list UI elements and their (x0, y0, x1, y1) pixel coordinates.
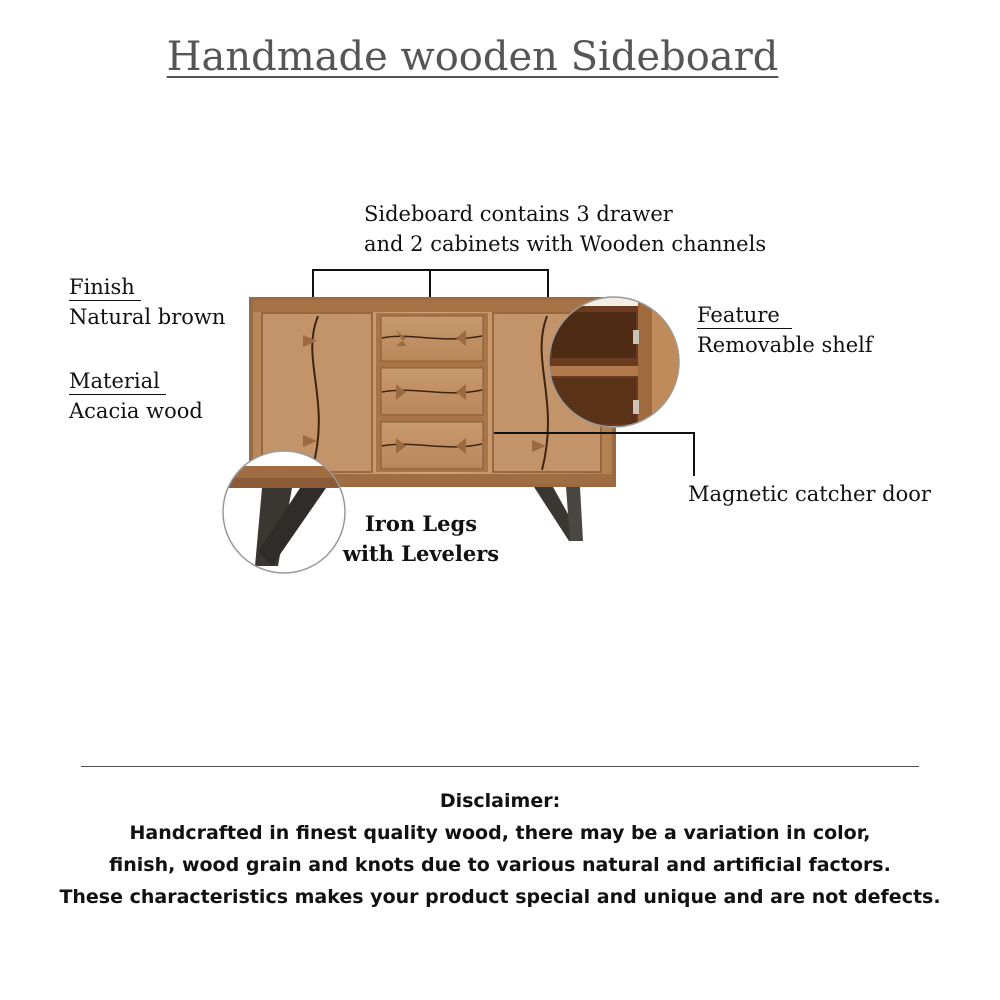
disclaimer-line-2: finish, wood grain and knots due to various natural and artificial factors. (109, 854, 891, 876)
legs-line-1: Iron Legs (364, 511, 478, 536)
divider (81, 766, 919, 767)
disclaimer-heading: Disclaimer: (439, 790, 561, 812)
finish-callout (69, 272, 225, 332)
legs-line-2: with Levelers (342, 541, 500, 566)
feature-value: Removable shelf (697, 333, 873, 357)
contents-line-1: Sideboard contains 3 drawer (364, 202, 673, 226)
page-title: Handmade wooden Sideboard (166, 34, 779, 80)
iron-legs-detail (222, 450, 346, 574)
material-heading: Material (69, 368, 166, 395)
contents-callout (364, 199, 766, 259)
disclaimer-line-1: Handcrafted in finest quality wood, there may be a variation in color, (129, 822, 871, 844)
feature-callout (697, 300, 873, 360)
finish-value: Natural brown (69, 305, 226, 329)
contents-line-2: and 2 cabinets with Wooden channels (364, 232, 767, 256)
material-callout (69, 366, 203, 426)
finish-heading: Finish (69, 274, 141, 301)
disclaimer-line-3: These characteristics makes your product special and unique and are not defects. (59, 886, 941, 908)
magnetic-catcher-label: Magnetic catcher door (688, 482, 931, 506)
iron-legs-callout (340, 509, 502, 569)
material-value: Acacia wood (69, 399, 203, 423)
feature-heading: Feature (697, 302, 792, 329)
